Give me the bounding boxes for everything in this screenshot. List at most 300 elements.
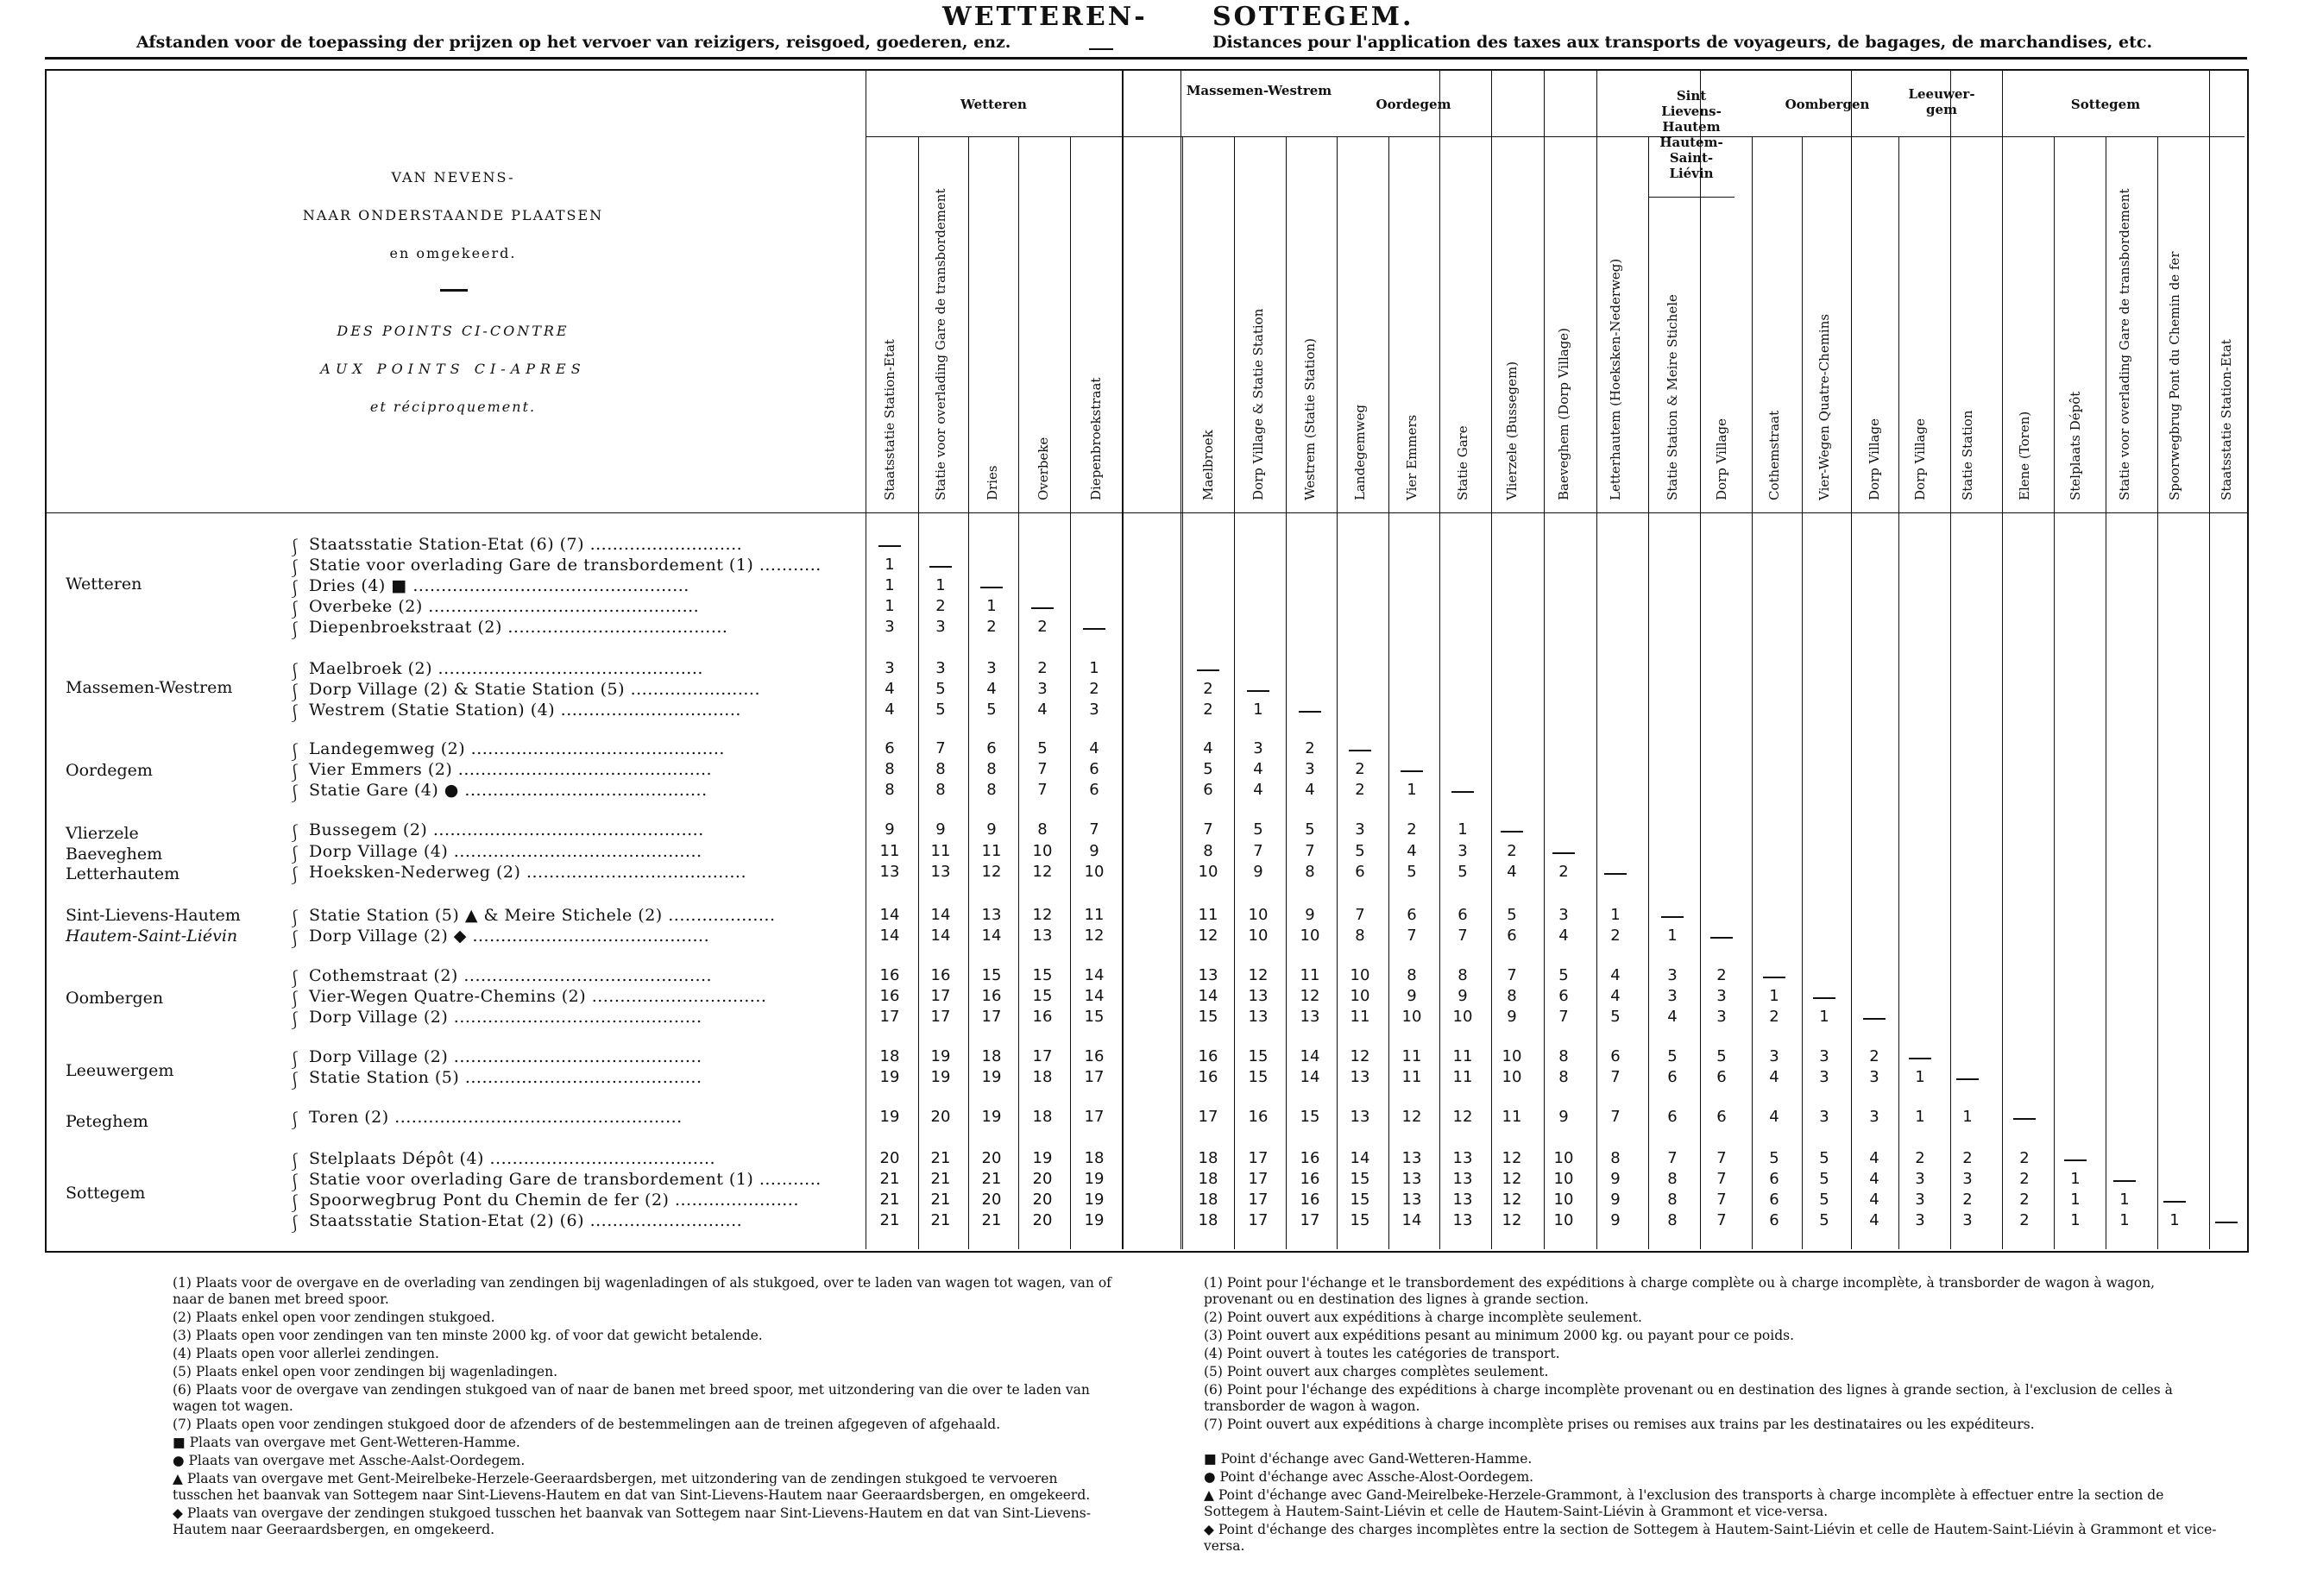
table-cell: 20: [1032, 1211, 1053, 1229]
table-cell: 3: [1355, 820, 1365, 839]
table-cell: 11: [1401, 1047, 1422, 1065]
place-label: Staatsstatie Station-Etat (2) (6) ...........................: [309, 1211, 743, 1230]
table-cell: 14: [1084, 966, 1105, 984]
municipality: Massemen-Westrem: [66, 678, 233, 697]
table-cell: 15: [1032, 987, 1053, 1005]
table-cell: 18: [1198, 1149, 1218, 1167]
table-cell-dash: [1197, 669, 1219, 671]
table-cell: 16: [1300, 1170, 1320, 1188]
table-cell: 7: [1716, 1191, 1727, 1209]
corner-line-5: AUX POINTS CI-APRES: [320, 361, 586, 377]
column-header: Vier Emmers: [1404, 414, 1420, 500]
table-cell: 4: [1869, 1191, 1879, 1209]
table-cell: 5: [1037, 739, 1048, 757]
column-header: Dorp Village: [1867, 418, 1882, 500]
table-cell: 4: [1558, 927, 1569, 945]
table-cell: 3: [1558, 906, 1569, 924]
place-label: Overbeke (2) ................................................: [309, 597, 700, 616]
table-cell: 5: [1457, 863, 1468, 881]
column-rule: [1700, 71, 1701, 1249]
table-cell: 1: [1089, 659, 1099, 677]
table-cell: 1: [2070, 1211, 2081, 1229]
group-divider-slh: [1648, 197, 1735, 198]
table-cell: 17: [1248, 1170, 1269, 1188]
table-cell: 7: [1355, 906, 1365, 924]
footnote-fr: (2) Point ouvert aux expéditions à charge incomplète seulement.: [1204, 1310, 1642, 1325]
table-cell: 9: [1305, 906, 1315, 924]
table-cell: 2: [1407, 820, 1417, 839]
place-label: Hoeksken-Nederweg (2) .......................................: [309, 863, 746, 882]
column-header: Dorp Village: [1714, 418, 1729, 500]
table-cell: 15: [1300, 1108, 1320, 1126]
table-cell: 6: [1716, 1068, 1727, 1086]
brace: ⎰: [286, 866, 304, 885]
brace: ⎰: [286, 538, 304, 557]
column-rule: [1950, 71, 1951, 1249]
table-cell: 16: [1084, 1047, 1105, 1065]
place-label: Dorp Village (2) ............................................: [309, 1047, 702, 1066]
table-cell: 10: [1553, 1170, 1574, 1188]
table-cell: 9: [1253, 863, 1263, 881]
footnote-nl: (3) Plaats open voor zendingen van ten minste 2000 kg. of voor dat gewicht betalende.: [173, 1328, 763, 1343]
table-cell: 8: [1507, 987, 1517, 1005]
subtitle-fr: Distances pour l'application des taxes aux transports de voyageurs, de bagages, de marchandises, etc.: [1212, 33, 2153, 52]
table-cell: 14: [930, 906, 951, 924]
corner-line-6: et réciproquement.: [369, 399, 537, 415]
table-cell: 1: [1457, 820, 1468, 839]
table-cell: 2: [1305, 739, 1315, 757]
table-cell: 7: [1716, 1211, 1727, 1229]
table-cell: 8: [885, 781, 895, 799]
table-cell: 18: [981, 1047, 1002, 1065]
table-cell: 20: [1032, 1191, 1053, 1209]
table-cell: 21: [930, 1170, 951, 1188]
column-header: Dorp Village & Statie Station: [1250, 308, 1266, 500]
table-cell-dash: [1349, 750, 1371, 751]
table-cell: 16: [1198, 1047, 1218, 1065]
table-cell: 15: [1198, 1008, 1218, 1026]
table-cell: 1: [1915, 1108, 1925, 1126]
table-cell: 3: [1667, 966, 1678, 984]
table-cell: 8: [885, 760, 895, 778]
table-cell: 3: [1089, 701, 1099, 719]
table-cell: 2: [1716, 966, 1727, 984]
place-label: Statie Gare (4) ● ...........................................: [309, 781, 708, 800]
table-cell: 4: [1869, 1149, 1879, 1167]
table-cell: 2: [1355, 760, 1365, 778]
municipality: Sottegem: [66, 1184, 146, 1203]
column-rule: [1544, 71, 1545, 1249]
table-cell: 6: [1667, 1108, 1678, 1126]
column-header: Cothemstraat: [1766, 410, 1782, 500]
municipality: Leeuwergem: [66, 1061, 174, 1080]
table-cell: 6: [1407, 906, 1417, 924]
table-cell: 4: [1305, 781, 1315, 799]
column-rule: [1070, 136, 1071, 1249]
table-cell: 8: [1610, 1149, 1621, 1167]
table-cell: 3: [1915, 1191, 1925, 1209]
table-cell: 7: [935, 739, 946, 757]
column-rule: [1752, 136, 1753, 1249]
table-cell: 16: [1300, 1191, 1320, 1209]
footnote-fr: (4) Point ouvert à toutes les catégories de transport.: [1204, 1346, 1560, 1361]
table-cell: 10: [1401, 1008, 1422, 1026]
place-label: Dorp Village (2) & Statie Station (5) .......................: [309, 680, 760, 699]
table-cell: 5: [935, 701, 946, 719]
table-cell: 14: [1350, 1149, 1370, 1167]
table-cell-dash: [2113, 1180, 2136, 1182]
table-cell: 11: [1300, 966, 1320, 984]
table-cell: 7: [1089, 820, 1099, 839]
table-cell: 7: [1037, 760, 1048, 778]
brace: ⎰: [286, 1215, 304, 1234]
table-cell-dash: [1401, 770, 1423, 772]
table-cell: 6: [885, 739, 895, 757]
table-cell: 13: [1248, 987, 1269, 1005]
table-cell: 9: [1610, 1211, 1621, 1229]
corner-line-2: NAAR ONDERSTAANDE PLAATSEN: [302, 207, 604, 223]
table-cell: 4: [1253, 781, 1263, 799]
table-cell: 1: [1253, 701, 1263, 719]
table-cell: 1: [1407, 781, 1417, 799]
table-cell: 10: [1248, 927, 1269, 945]
place-label: Bussegem (2) ................................................: [309, 820, 704, 839]
title-left: WETTEREN-: [942, 2, 1148, 32]
place-label: Dorp Village (2) ............................................: [309, 1008, 702, 1027]
table-cell: 8: [986, 781, 997, 799]
table-cell: 10: [1350, 966, 1370, 984]
table-cell: 5: [1819, 1170, 1829, 1188]
table-cell-dash: [1863, 1018, 1886, 1020]
column-header: Statie Station & Meire Stichele: [1665, 294, 1680, 500]
table-cell: 1: [935, 576, 946, 594]
table-cell: 5: [1253, 820, 1263, 839]
footnote-nl: (6) Plaats voor de overgave van zendingen stukgoed van of naar de banen met breed spoor, met uitzondering van die over te laden van wagen tot wagen.: [173, 1382, 1090, 1414]
place-label: Statie voor overlading Gare de transbordement (1) ...........: [309, 556, 822, 575]
table-cell: 18: [1198, 1211, 1218, 1229]
table-cell: 3: [986, 659, 997, 677]
subtitle-rule: [1089, 48, 1113, 50]
place-label: Dorp Village (2) ◆ ..........................................: [309, 927, 710, 946]
table-cell: 7: [1037, 781, 1048, 799]
brace: ⎰: [286, 621, 304, 640]
table-cell: 19: [879, 1108, 900, 1126]
table-cell: 4: [1407, 842, 1417, 860]
column-rule: [1898, 136, 1899, 1249]
table-cell: 6: [1716, 1108, 1727, 1126]
table-cell: 8: [1457, 966, 1468, 984]
column-rule: [1337, 136, 1338, 1249]
table-cell-dash: [1710, 937, 1733, 939]
table-cell: 12: [1032, 906, 1053, 924]
table-cell: 2: [2019, 1170, 2030, 1188]
table-cell: 5: [935, 680, 946, 698]
municipality: Oordegem: [66, 761, 153, 780]
table-cell: 21: [930, 1211, 951, 1229]
table-cell: 12: [1452, 1108, 1473, 1126]
column-rule: [918, 136, 919, 1249]
table-cell: 1: [2070, 1191, 2081, 1209]
table-cell: 19: [930, 1068, 951, 1086]
table-cell: 1: [2119, 1191, 2130, 1209]
column-header: Landegemweg: [1352, 404, 1368, 500]
column-rule: [1182, 136, 1183, 1249]
brace: ⎰: [286, 824, 304, 843]
table-cell: 8: [1558, 1068, 1569, 1086]
column-rule: [1439, 71, 1440, 1249]
table-cell: 3: [885, 618, 895, 636]
table-cell: 4: [1869, 1211, 1879, 1229]
table-cell: 9: [1610, 1191, 1621, 1209]
brace: ⎰: [286, 909, 304, 928]
column-rule: [1491, 71, 1492, 1249]
municipality: Baeveghem: [66, 845, 163, 864]
corner-line-4: DES POINTS CI-CONTRE: [337, 323, 570, 339]
table-cell: 6: [1457, 906, 1468, 924]
table-cell: 20: [981, 1149, 1002, 1167]
table-cell: 4: [1610, 987, 1621, 1005]
table-cell: 17: [1084, 1108, 1105, 1126]
place-label: Vier Emmers (2) .............................................: [309, 760, 713, 779]
place-label: Statie voor overlading Gare de transbordement (1) ...........: [309, 1170, 822, 1189]
table-cell: 8: [1667, 1191, 1678, 1209]
table-cell: 18: [1032, 1068, 1053, 1086]
table-cell: 6: [1558, 987, 1569, 1005]
column-header: Statie Station: [1960, 410, 1975, 500]
table-cell-dash: [2163, 1201, 2186, 1203]
table-cell: 4: [1037, 701, 1048, 719]
table-cell: 11: [879, 842, 900, 860]
table-cell: 19: [879, 1068, 900, 1086]
table-cell: 3: [935, 618, 946, 636]
table-cell: 3: [1819, 1108, 1829, 1126]
table-cell: 1: [2070, 1170, 2081, 1188]
table-cell: 4: [1769, 1108, 1779, 1126]
table-cell: 9: [885, 820, 895, 839]
table-cell: 6: [1507, 927, 1517, 945]
column-rule: [1388, 136, 1389, 1249]
place-label: Westrem (Statie Station) (4) ................................: [309, 701, 741, 719]
table-cell: 3: [1716, 1008, 1727, 1026]
column-header: Diepenbroekstraat: [1088, 377, 1104, 500]
brace: ⎰: [286, 559, 304, 578]
group-header: Oordegem: [1376, 97, 1451, 112]
table-cell: 14: [1401, 1211, 1422, 1229]
table-cell: 16: [1032, 1008, 1053, 1026]
brace: ⎰: [286, 1071, 304, 1090]
place-label: Dorp Village (4) ............................................: [309, 842, 702, 861]
table-cell: 4: [986, 680, 997, 698]
table-cell: 7: [1610, 1108, 1621, 1126]
footnote-nl: ◆ Plaats van overgave der zendingen stukgoed tusschen het baanvak van Sottegem naar Sint-Lievens-Hautem en dat van Sint-Lievens-Hautem naar Geeraardsbergen, en omgekeerd.: [173, 1505, 1091, 1537]
table-cell: 10: [1452, 1008, 1473, 1026]
table-cell: 15: [1350, 1170, 1370, 1188]
table-cell: 8: [935, 781, 946, 799]
table-cell: 13: [1401, 1149, 1422, 1167]
table-cell: 16: [981, 987, 1002, 1005]
table-cell: 7: [1716, 1149, 1727, 1167]
column-rule: [1802, 136, 1803, 1249]
table-cell: 7: [1457, 927, 1468, 945]
table-cell: 5: [1305, 820, 1315, 839]
table-cell-dash: [1956, 1078, 1979, 1080]
header-divider: [45, 512, 2247, 513]
title-right: SOTTEGEM.: [1212, 2, 1414, 32]
table-cell: 19: [1084, 1211, 1105, 1229]
brace: ⎰: [286, 763, 304, 782]
table-cell: 9: [1507, 1008, 1517, 1026]
table-cell: 2: [1962, 1149, 1973, 1167]
brace: ⎰: [286, 1153, 304, 1172]
column-rule: [968, 136, 969, 1249]
table-cell: 10: [1502, 1068, 1522, 1086]
brace: ⎰: [286, 683, 304, 702]
table-cell: 14: [981, 927, 1002, 945]
table-cell: 12: [981, 863, 1002, 881]
municipality: Oombergen: [66, 989, 164, 1008]
table-cell: 2: [935, 597, 946, 615]
table-cell: 13: [1452, 1170, 1473, 1188]
place-label: Statie Station (5) ..........................................: [309, 1068, 702, 1087]
table-cell: 18: [1084, 1149, 1105, 1167]
table-cell: 3: [1819, 1047, 1829, 1065]
table-cell: 8: [1355, 927, 1365, 945]
table-cell: 1: [986, 597, 997, 615]
table-cell: 3: [935, 659, 946, 677]
table-cell: 16: [1198, 1068, 1218, 1086]
municipality: Letterhautem: [66, 864, 180, 883]
column-rule: [1648, 136, 1649, 1249]
place-label: Spoorwegbrug Pont du Chemin de fer (2) ......................: [309, 1191, 799, 1210]
table-cell: 6: [1610, 1047, 1621, 1065]
table-cell: 1: [885, 576, 895, 594]
table-cell: 3: [1915, 1211, 1925, 1229]
group-header: Massemen-Westrem: [1186, 83, 1332, 98]
brace: ⎰: [286, 1011, 304, 1030]
footnote-fr: (5) Point ouvert aux charges complètes seulement.: [1204, 1364, 1549, 1379]
column-rule: [1234, 136, 1235, 1249]
table-cell: 1: [1819, 1008, 1829, 1026]
table-cell: 12: [1502, 1170, 1522, 1188]
column-header: Staatsstatie Station-Etat: [2219, 339, 2234, 500]
table-cell: 8: [1407, 966, 1417, 984]
table-cell: 7: [1558, 1008, 1569, 1026]
table-cell: 2: [1915, 1149, 1925, 1167]
table-cell: 17: [930, 1008, 951, 1026]
place-label: Diepenbroekstraat (2) .......................................: [309, 618, 728, 637]
table-cell: 11: [1198, 906, 1218, 924]
table-cell: 10: [1553, 1211, 1574, 1229]
table-cell: 21: [981, 1170, 1002, 1188]
table-cell: 12: [1248, 966, 1269, 984]
table-cell: 1: [2169, 1211, 2180, 1229]
table-cell: 17: [1198, 1108, 1218, 1126]
table-cell: 11: [930, 842, 951, 860]
table-cell: 9: [986, 820, 997, 839]
table-cell: 13: [981, 906, 1002, 924]
table-cell: 2: [1769, 1008, 1779, 1026]
table-cell: 14: [1300, 1068, 1320, 1086]
table-cell: 9: [1457, 987, 1468, 1005]
brace: ⎰: [286, 845, 304, 864]
table-cell-dash: [1451, 791, 1474, 793]
table-cell: 8: [1305, 863, 1315, 881]
table-cell: 6: [1667, 1068, 1678, 1086]
table-cell: 5: [1558, 966, 1569, 984]
table-cell: 12: [1032, 863, 1053, 881]
table-cell: 12: [1502, 1191, 1522, 1209]
brace: ⎰: [286, 1051, 304, 1070]
table-cell: 11: [1401, 1068, 1422, 1086]
table-cell: 6: [1355, 863, 1365, 881]
table-cell: 13: [1350, 1108, 1370, 1126]
table-cell: 6: [986, 739, 997, 757]
table-cell: 4: [1769, 1068, 1779, 1086]
table-cell: 3: [1819, 1068, 1829, 1086]
table-cell: 16: [1248, 1108, 1269, 1126]
footnote-nl: (7) Plaats open voor zendingen stukgoed door de afzenders of de bestemmelingen aan de treinen afgegeven of afgehaald.: [173, 1417, 1001, 1432]
table-cell: 20: [1032, 1170, 1053, 1188]
municipality: Sint-Lievens-Hautem: [66, 906, 241, 925]
table-cell: 7: [1507, 966, 1517, 984]
brace: ⎰: [286, 663, 304, 682]
table-cell: 11: [1452, 1068, 1473, 1086]
place-label: Vier-Wegen Quatre-Chemins (2) ...............................: [309, 987, 767, 1006]
table-cell: 13: [1350, 1068, 1370, 1086]
table-cell: 1: [885, 597, 895, 615]
column-rule: [2054, 136, 2055, 1249]
table-cell: 10: [1350, 987, 1370, 1005]
table-cell: 4: [1610, 966, 1621, 984]
column-header: Letterhautem (Hoeksken-Nederweg): [1608, 258, 1623, 500]
table-cell-dash: [1031, 607, 1054, 609]
brace: ⎰: [286, 704, 304, 723]
table-cell: 13: [1248, 1008, 1269, 1026]
table-cell: 3: [1915, 1170, 1925, 1188]
brace: ⎰: [286, 970, 304, 989]
table-cell: 4: [1869, 1170, 1879, 1188]
footnote-fr: ● Point d'échange avec Assche-Alost-Oordegem.: [1204, 1469, 1534, 1485]
column-header: Dries: [985, 465, 1000, 500]
table-cell-dash: [2064, 1159, 2087, 1161]
table-cell: 2: [1203, 701, 1213, 719]
table-cell: 4: [885, 680, 895, 698]
table-cell: 2: [1089, 680, 1099, 698]
table-cell-dash: [2013, 1118, 2036, 1120]
table-cell: 20: [930, 1108, 951, 1126]
table-cell: 3: [1457, 842, 1468, 860]
table-cell: 21: [879, 1191, 900, 1209]
table-cell: 10: [1553, 1191, 1574, 1209]
table-cell: 9: [1089, 842, 1099, 860]
place-label: Maelbroek (2) ...............................................: [309, 659, 703, 678]
table-cell: 9: [1407, 987, 1417, 1005]
table-cell: 12: [1502, 1211, 1522, 1229]
table-cell: 4: [1089, 739, 1099, 757]
table-cell: 3: [1667, 987, 1678, 1005]
group-divider: [866, 136, 2244, 137]
table-cell: 5: [1355, 842, 1365, 860]
table-cell: 6: [1203, 781, 1213, 799]
footnote-nl: ▲ Plaats van overgave met Gent-Meirelbeke-Herzele-Geeraardsbergen, met uitzondering van de zendingen stukgoed te vervoeren tusschen het baanvak van Sottegem naar Sint-Lievens-Hautem en dat van Sint-Lievens-Hautem naar Geeraardsbergen, en omgekeerd.: [173, 1471, 1091, 1503]
table-cell: 3: [1769, 1047, 1779, 1065]
table-cell: 19: [1084, 1191, 1105, 1209]
table-cell: 15: [981, 966, 1002, 984]
table-cell: 13: [1198, 966, 1218, 984]
footnote-nl: ● Plaats van overgave met Assche-Aalst-Oordegem.: [173, 1453, 526, 1468]
table-cell: 9: [1558, 1108, 1569, 1126]
table-cell: 13: [1452, 1191, 1473, 1209]
